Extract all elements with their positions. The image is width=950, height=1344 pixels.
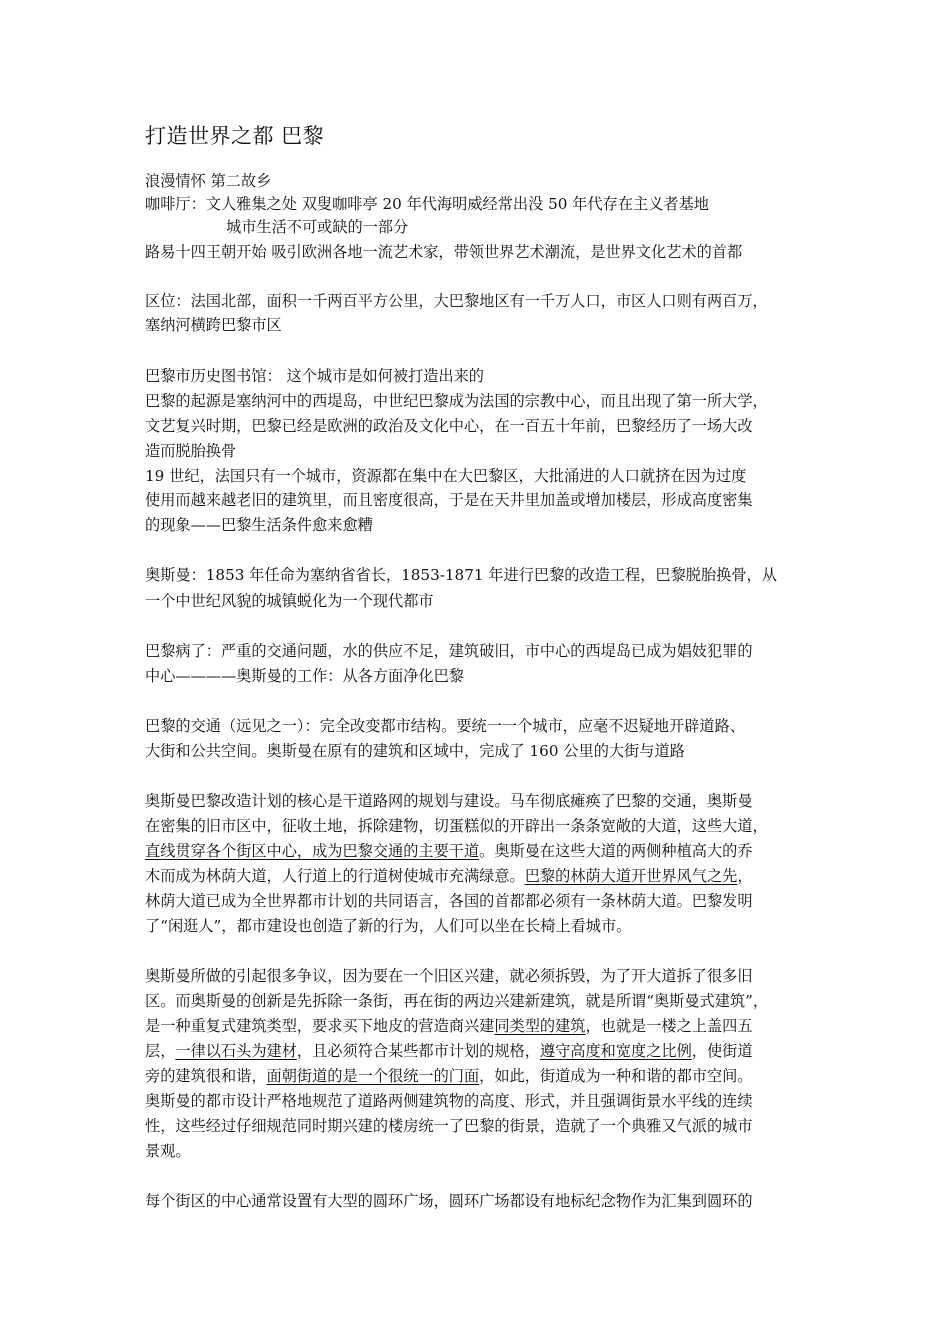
traffic-line-2: 大街和公共空间。奥斯曼在原有的建筑和区域中，完成了 160 公里的大街与道路 (145, 742, 685, 760)
intro-line-4: 路易十四王朝开始 吸引欧洲各地一流艺术家，带领世界艺术潮流，是世界文化艺术的首都 (145, 243, 743, 261)
underlined-phrase: 一律以石头为建材 (175, 1042, 297, 1060)
intro-line-2: 咖啡厅：文人雅集之处 双叟咖啡亭 20 年代海明威经常出没 50 年代存在主义者基地 (145, 195, 709, 213)
history-line-2: 巴黎的起源是塞纳河中的西堤岛，中世纪巴黎成为法国的宗教中心，而且出现了第一所大学， (145, 392, 768, 410)
underlined-phrase: 直线贯穿各个街区中心，成为巴黎交通的主要干道 (145, 842, 480, 860)
history-line-7: 的现象——巴黎生活条件愈来愈糟 (145, 516, 373, 534)
history-line-1: 巴黎市历史图书馆： 这个城市是如何被打造出来的 (145, 367, 484, 385)
sick-line-2: 中心————奥斯曼的工作：从各方面净化巴黎 (145, 667, 464, 685)
core-line-5: 林荫大道已成为全世界都市计划的共同语言，各国的首都都必须有一条林荫大道。巴黎发明 (145, 892, 753, 910)
history-line-3: 文艺复兴时期，巴黎已经是欧洲的政治及文化中心，在一百五十年前，巴黎经历了一场大改 (145, 417, 753, 435)
controversy-line-1: 奥斯曼所做的引起很多争议，因为要在一个旧区兴建，就必须拆毁，为了开大道拆了很多旧 (145, 967, 753, 985)
underlined-phrase: 同类型的建筑 (494, 1017, 586, 1035)
sick-line-1: 巴黎病了：严重的交通问题，水的供应不足，建筑破旧，市中心的西堤岛已成为娼妓犯罪的 (145, 642, 753, 660)
controversy-line-4: 层，一律以石头为建材，且必须符合某些都市计划的规格，遵守高度和宽度之比例，使街道 (145, 1042, 753, 1060)
controversy-line-7: 性，这些经过仔细规范同时期兴建的楼房统一了巴黎的街景，造就了一个典雅又气派的城市 (145, 1117, 753, 1135)
controversy-line-2: 区。而奥斯曼的创新是先拆除一条街，再在街的两边兴建新建筑，就是所谓“奥斯曼式建筑”， (145, 992, 769, 1010)
haussmann-line-2: 一个中世纪风貌的城镇蜕化为一个现代都市 (145, 592, 434, 610)
core-line-4: 木而成为林荫大道，人行道上的行道树使城市充满绿意。巴黎的林荫大道开世界风气之先， (145, 867, 753, 885)
core-line-1: 奥斯曼巴黎改造计划的核心是干道路网的规划与建设。马车彻底瘫痪了巴黎的交通，奥斯曼 (145, 792, 753, 810)
controversy-line-8: 景观。 (145, 1142, 191, 1160)
location-line-2: 塞纳河横跨巴黎市区 (145, 316, 282, 334)
squares-line-1: 每个街区的中心通常设置有大型的圆环广场，圆环广场都设有地标纪念物作为汇集到圆环的 (145, 1192, 753, 1210)
haussmann-line-1: 奥斯曼：1853 年任命为塞纳省省长，1853-1871 年进行巴黎的改造工程，巴黎脱胎换骨，从 (145, 566, 777, 584)
core-line-3: 直线贯穿各个街区中心，成为巴黎交通的主要干道。奥斯曼在这些大道的两侧种植高大的乔 (145, 842, 753, 860)
location-line-1: 区位：法国北部，面积一千两百平方公里，大巴黎地区有一千万人口，市区人口则有两百万， (145, 292, 768, 310)
controversy-line-5: 旁的建筑很和谐，面朝街道的是一个很统一的门面，如此，街道成为一种和谐的都市空间。 (145, 1067, 753, 1085)
controversy-line-6: 奥斯曼的都市设计严格地规范了道路两侧建筑物的高度、形式，并且强调街景水平线的连续 (145, 1092, 753, 1110)
controversy-line-3: 是一种重复式建筑类型，要求买下地皮的营造商兴建同类型的建筑，也就是一楼之上盖四五 (145, 1017, 753, 1035)
page-title: 打造世界之都 巴黎 (145, 124, 325, 148)
history-line-5: 19 世纪，法国只有一个城市，资源都在集中在大巴黎区，大批涌进的人口就挤在因为过度 (145, 467, 747, 485)
intro-line-1: 浪漫情怀 第二故乡 (145, 172, 272, 190)
history-line-6: 使用而越来越老旧的建筑里，而且密度很高，于是在天井里加盖或增加楼层，形成高度密集 (145, 491, 753, 509)
underlined-phrase: 面朝街道的是一个很统一的门面 (266, 1067, 480, 1085)
traffic-line-1: 巴黎的交通（远见之一）：完全改变都市结构。要统一一个城市，应毫不迟疑地开辟道路、 (145, 717, 745, 735)
intro-line-3: 城市生活不可或缺的一部分 (226, 218, 409, 236)
core-line-2: 在密集的旧市区中，征收土地，拆除建物，切蛋糕似的开辟出一条条宽敞的大道，这些大道， (145, 817, 768, 835)
core-line-6: 了“闲逛人”，都市建设也创造了新的行为，人们可以坐在长椅上看城市。 (145, 917, 632, 935)
history-line-4: 造而脱胎换骨 (145, 442, 237, 460)
underlined-phrase: 巴黎的林荫大道开世界风气之先 (524, 867, 738, 885)
underlined-phrase: 遵守高度和宽度之比例 (539, 1042, 692, 1060)
